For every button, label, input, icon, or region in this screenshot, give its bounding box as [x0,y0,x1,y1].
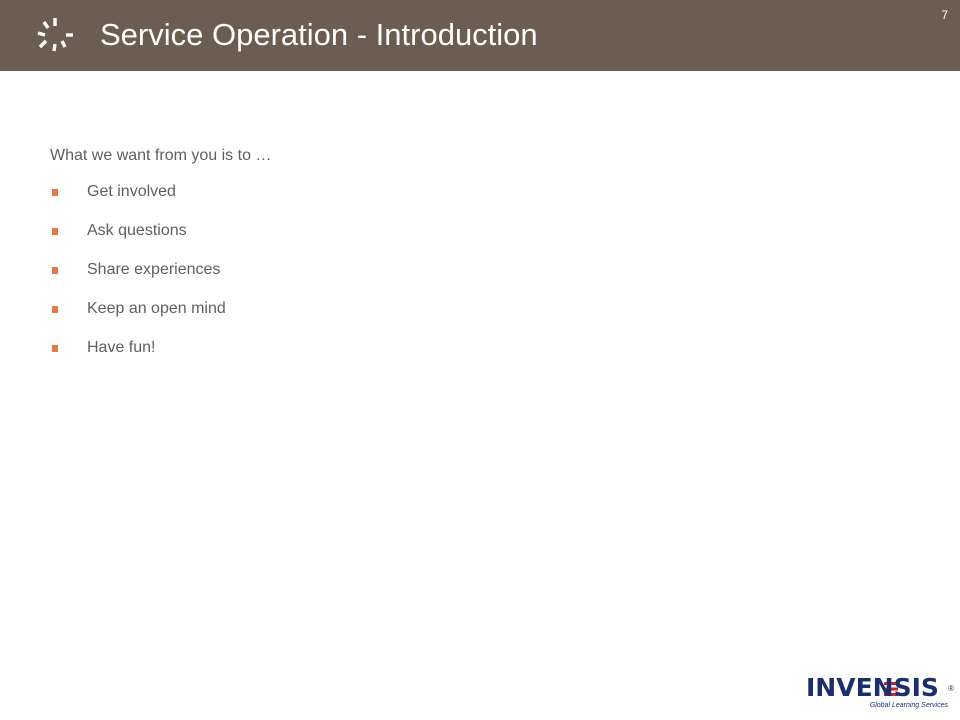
page-title: Service Operation - Introduction [100,17,538,52]
square-bullet-icon [52,306,58,313]
logo-tagline: Global Learning Services [869,702,948,709]
square-bullet-icon [52,189,58,196]
sunburst-icon [34,15,76,55]
list-item [50,182,910,221]
bullet-label: Get involved [87,183,176,200]
square-bullet-icon [52,228,58,235]
bullet-label: Ask questions [87,222,187,239]
logo-wordmark: INVENSIS [806,673,939,702]
registered-mark: ® [948,684,954,693]
list-item [50,221,910,260]
slide-header [0,0,960,71]
slide-number: 7 [941,8,948,22]
list-item [50,260,910,299]
bullet-label: Share experiences [87,261,221,278]
square-bullet-icon [52,267,58,274]
square-bullet-icon [52,345,58,352]
list-item [50,338,910,377]
bullet-label: Keep an open mind [87,300,226,317]
bullet-list [50,182,910,377]
slide-content [50,146,910,377]
intro-text: What we want from you is to … [50,147,272,164]
list-item [50,299,910,338]
bullet-label: Have fun! [87,339,156,356]
company-logo [806,674,956,714]
